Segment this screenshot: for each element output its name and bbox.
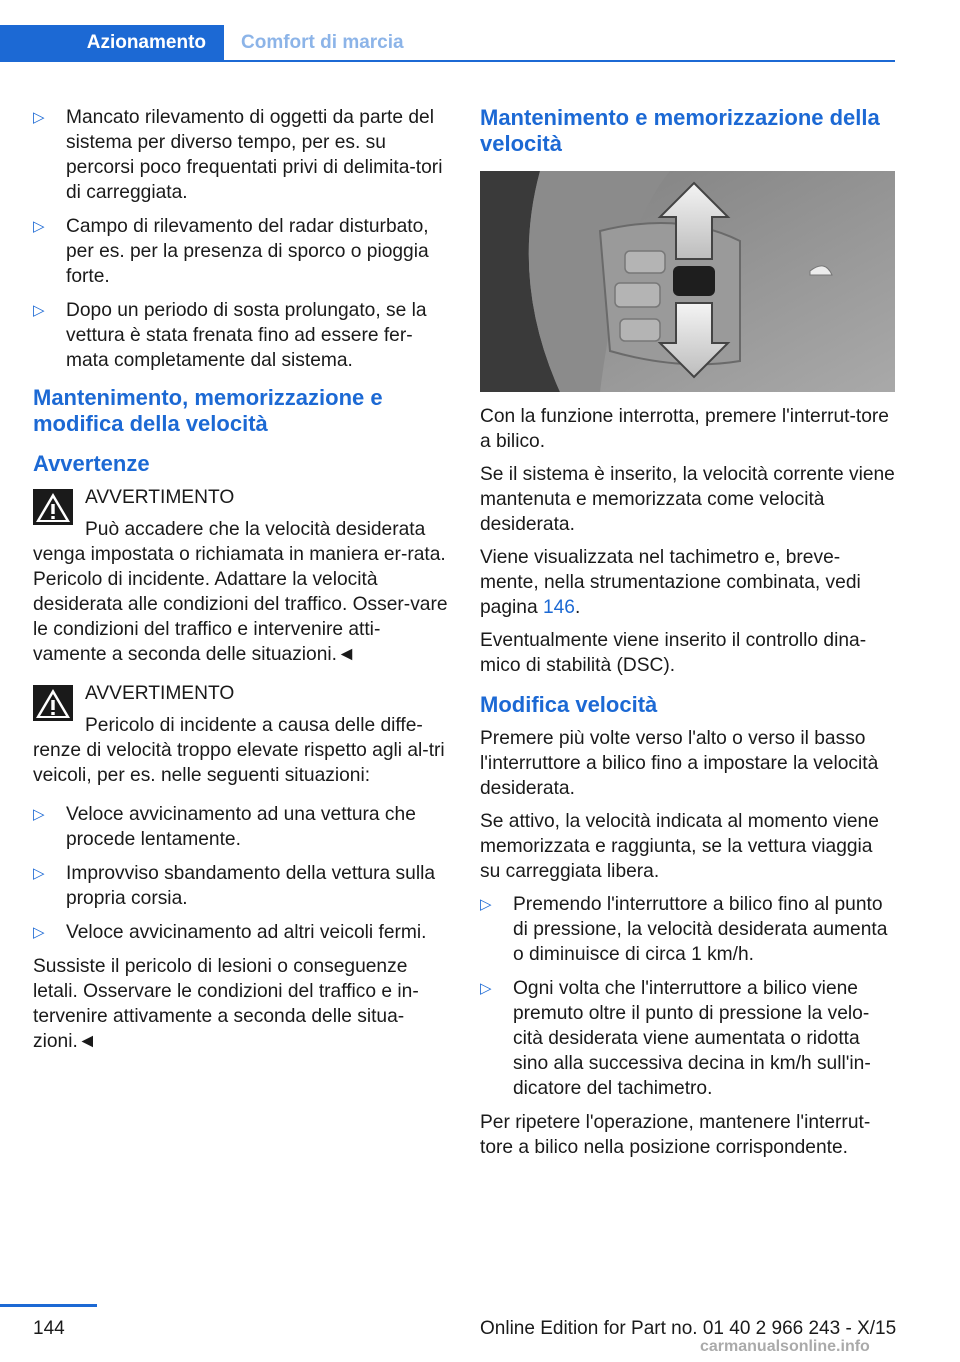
- right-column: [480, 105, 896, 1168]
- list-item: ▷ Mancato rilevamento di oggetti da parte del sistema per diverso tempo, per es. su percorsi poco frequentati privi di delimita-tori di carreggiata.: [33, 107, 443, 203]
- bullet-list-top: [33, 105, 448, 373]
- paragraph: Per ripetere l'operazione, mantenere l'interrut-tore a bilico nella posizione corrispondente.: [480, 1112, 871, 1158]
- bullet-list-right: [480, 892, 896, 1101]
- page-number: 144: [33, 1318, 65, 1339]
- triangle-bullet-icon: ▷: [33, 806, 45, 823]
- list-item: ▷ Campo di rilevamento del radar disturbato, per es. per la presenza di sporco o pioggia forte.: [33, 216, 429, 287]
- left-column: [33, 105, 448, 1054]
- warning-triangle-icon: [33, 685, 73, 721]
- warning-title: AVVERTIMENTO: [85, 683, 235, 704]
- section-title-left: Mantenimento, memorizzazione e modifica della velocità: [33, 385, 383, 436]
- triangle-bullet-icon: ▷: [33, 218, 45, 235]
- paragraph: Se attivo, la velocità indicata al momento viene memorizzata e raggiunta, se la vettura viaggia su carreggiata libera.: [480, 811, 879, 882]
- page-header: [0, 0, 895, 62]
- triangle-bullet-icon: ▷: [480, 896, 492, 913]
- section-title-right: Mantenimento e memorizzazione della velocità: [480, 105, 880, 156]
- paragraph: Eventualmente viene inserito il controllo dina-mico di stabilità (DSC).: [480, 630, 867, 676]
- watermark: carmanualsonline.info: [700, 1338, 870, 1355]
- paragraph: Con la funzione interrotta, premere l'interrut-tore a bilico.: [480, 406, 889, 452]
- list-item: ▷ Veloce avvicinamento ad altri veicoli fermi.: [33, 922, 427, 943]
- triangle-bullet-icon: ▷: [33, 865, 45, 882]
- list-item: ▷ Ogni volta che l'interruttore a bilico viene premuto oltre il punto di pressione la velo-cità desiderata viene aumentata o ridotta sino alla successiva decina in km/h sull'in-dicatore del tachimetro.: [480, 978, 871, 1099]
- tab-comfort-di-marcia[interactable]: Comfort di marcia: [241, 32, 404, 53]
- footer-divider: [0, 1304, 97, 1307]
- subsection-title-avvertenze: Avvertenze: [33, 451, 150, 476]
- paragraph: Premere più volte verso l'alto o verso il basso l'interruttore a bilico fino a impostare la velocità desiderata.: [480, 728, 879, 799]
- triangle-bullet-icon: ▷: [33, 302, 45, 319]
- closing-paragraph: Sussiste il pericolo di lesioni o conseguenze letali. Osservare le condizioni del traffico e in-tervenire attivamente a seconda delle situa-zioni.◄: [33, 956, 419, 1052]
- triangle-bullet-icon: ▷: [33, 109, 45, 126]
- bullet-list-warning: [33, 802, 448, 945]
- paragraph: Viene visualizzata nel tachimetro e, breve-mente, nella strumentazione combinata, vedi pagina 146.: [480, 547, 861, 618]
- warning-title: AVVERTIMENTO: [85, 487, 235, 508]
- warning-body: Può accadere che la velocità desiderata venga impostata o richiamata in maniera er-rata. Pericolo di incidente. Adattare la velocità desiderata alle condizioni del traffico. Osser-vare le condizioni del traffico e intervenire atti-vamente a seconda delle situazioni.◄: [33, 519, 448, 665]
- page-reference-link[interactable]: 146: [542, 597, 575, 618]
- list-item: ▷ Premendo l'interruttore a bilico fino al punto di pressione, la velocità desiderata aumenta o diminuisce di circa 1 km/h.: [480, 894, 888, 965]
- warning-triangle-icon: [33, 489, 73, 525]
- list-item: ▷ Improvviso sbandamento della vettura sulla propria corsia.: [33, 863, 436, 909]
- header-divider: [0, 60, 895, 62]
- tab-azionamento[interactable]: Azionamento: [0, 25, 224, 61]
- edition-text: Online Edition for Part no. 01 40 2 966 243 - X/15: [480, 1318, 897, 1339]
- list-item: ▷ Dopo un periodo di sosta prolungato, se la vettura è stata frenata fino ad essere fer-mata completamente dal sistema.: [33, 300, 427, 371]
- subsection-title-modifica-velocita: Modifica velocità: [480, 692, 658, 717]
- warning-block-1: [33, 485, 448, 667]
- triangle-bullet-icon: ▷: [33, 924, 45, 941]
- warning-block-2: [33, 681, 448, 788]
- triangle-bullet-icon: ▷: [480, 980, 492, 997]
- warning-body: Pericolo di incidente a causa delle diffe-renze di velocità troppo elevate rispetto agli al-tri veicoli, per es. nelle seguenti situazioni:: [33, 715, 445, 786]
- steering-wheel-rocker-switch-image: [480, 171, 895, 392]
- list-item: ▷ Veloce avvicinamento ad una vettura che procede lentamente.: [33, 804, 416, 850]
- paragraph: Se il sistema è inserito, la velocità corrente viene mantenuta e memorizzata come velocità desiderata.: [480, 464, 895, 535]
